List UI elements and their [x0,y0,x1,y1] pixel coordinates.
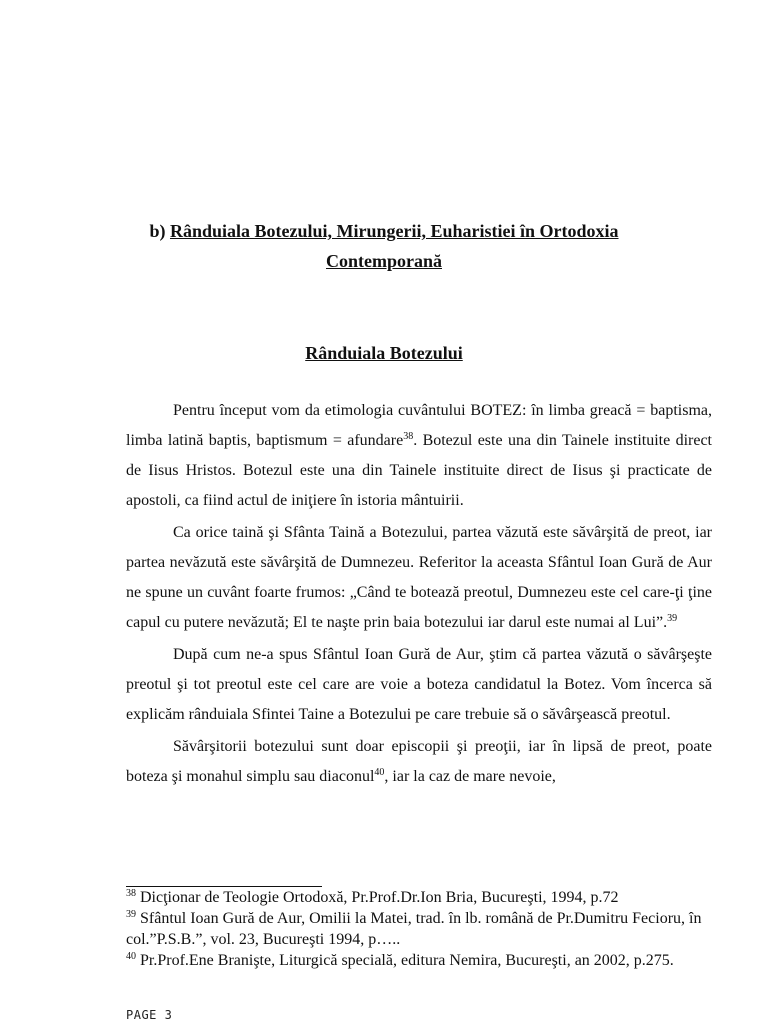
footnote-40-text: Pr.Prof.Ene Branişte, Liturgică specială, editura Nemira, Bucureşti, an 2002, p.275. [136,952,674,969]
page-number: PAGE 3 [126,1008,173,1022]
footnote-40-number: 40 [126,951,136,962]
section-heading-title-line1: Rânduiala Botezului, Mirungerii, Euharistiei în Ortodoxia [169,221,619,241]
paragraph-2-text-a: Ca orice taină şi Sfânta Taină a Botezului, partea văzută este săvârşită de preot, iar partea nevăzută este săvârşită de Dumnezeu. Referitor la aceasta Sfântul Ioan Gură de Aur ne spune un cuvânt foarte frumos: „Când te botează preotul, Dumnezeu este cel care-ţi ţine capul cu putere nevăzută; El te naşte prin baia botezului iar darul este numai al Lui”. [126,524,712,631]
footnote-38-text: Dicţionar de Teologie Ortodoxă, Pr.Prof.Dr.Ion Bria, Bucureşti, 1994, p.72 [136,889,619,906]
paragraph-3-text: După cum ne-a spus Sfântul Ioan Gură de Aur, ştim că partea văzută o săvârşeşte preotul şi tot preotul este cel care are voie a boteza candidatul la Botez. Vom încerca să explicăm rânduiala Sfintei Taine a Botezului pe care trebuie să o săvârşească preotul. [126,646,712,723]
paragraph-4 [126,732,712,792]
paragraph-3 [126,640,712,730]
section-heading-title-line2: Contemporană [326,251,442,271]
footnotes [126,887,712,971]
subsection-heading-text: Rânduiala Botezului [305,343,463,363]
footnote-39 [126,908,712,950]
footnote-40 [126,950,712,971]
footnote-38-number: 38 [126,888,136,899]
paragraph-1 [126,396,712,516]
paragraph-1-text-b: . Botezul este una din Tainele instituite direct de Iisus Hristos. Botezul este una din Tainele instituite direct de Iisus şi practicate de apostoli, ca fiind actul de iniţiere în istoria mântuirii. [126,432,713,509]
footnote-ref-40[interactable]: 40 [374,767,385,778]
paragraph-4-text-a: Săvârşitorii botezului sunt doar episcopii şi preoţii, iar în lipsă de preot, poate boteza şi monahul simplu sau diaconul [126,738,712,785]
body-text [126,396,712,794]
section-heading-prefix: b) [149,221,170,241]
footnote-ref-39[interactable]: 39 [667,613,678,624]
paragraph-2 [126,518,712,638]
footnote-38 [126,887,712,908]
footnote-39-number: 39 [126,909,136,920]
paragraph-4-text-b: , iar la caz de mare nevoie, [384,768,556,785]
paragraph-1-text-a: Pentru început vom da etimologia cuvântului BOTEZ: în limba greacă = baptisma, limba latină baptis, baptismum = afundare [126,402,712,449]
section-heading [0,216,768,276]
subsection-heading [0,338,768,368]
footnote-ref-38[interactable]: 38 [403,431,414,442]
footnote-39-text: Sfântul Ioan Gură de Aur, Omilii la Matei, trad. în lb. română de Pr.Dumitru Fecioru, în col.”P.S.B.”, vol. 23, Bucureşti 1994, p….. [126,910,702,948]
